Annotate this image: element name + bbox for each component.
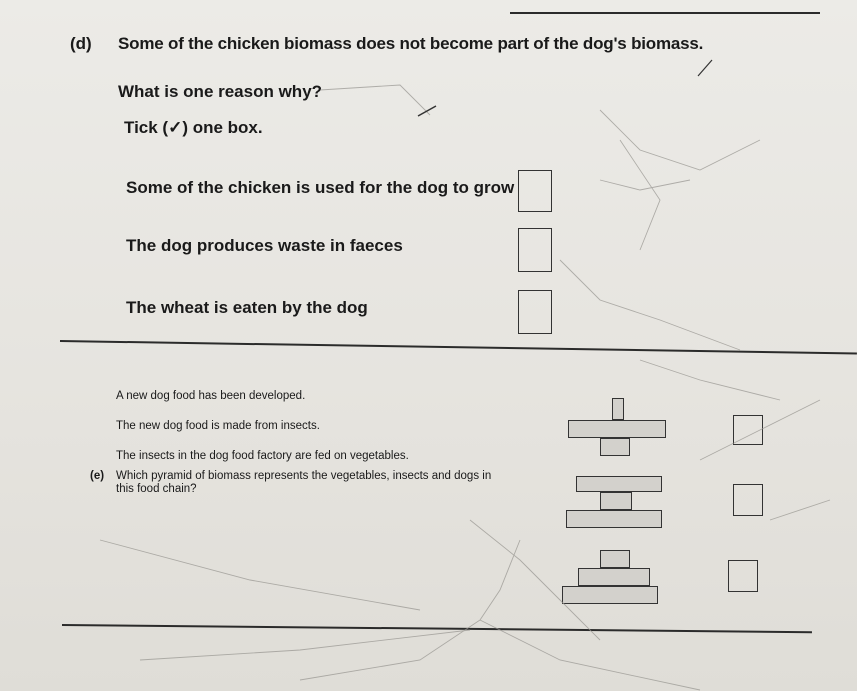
part-d-prompt: What is one reason why?	[118, 82, 323, 101]
part-d-label: (d)	[70, 34, 92, 53]
top-rule	[510, 12, 820, 14]
pyramid-a-checkbox[interactable]	[733, 415, 763, 445]
option-3-checkbox[interactable]	[518, 290, 552, 334]
pyramid-a-middle-bar	[568, 420, 666, 438]
pyramid-c-middle-bar	[578, 568, 650, 586]
intro-line-2: The new dog food is made from insects.	[116, 420, 320, 432]
pyramid-c-checkbox[interactable]	[728, 560, 758, 592]
part-d-question: Some of the chicken biomass does not become part of the dog's biomass.	[118, 34, 704, 53]
pyramid-b-bottom-bar	[566, 510, 662, 528]
option-2-label: The dog produces waste in faeces	[126, 236, 403, 255]
pyramid-b-checkbox[interactable]	[733, 484, 763, 516]
part-e-question-line-1: Which pyramid of biomass represents the vegetables, insects and dogs in	[116, 470, 492, 482]
pyramid-c-bottom-bar	[562, 586, 658, 604]
intro-line-3: The insects in the dog food factory are fed on vegetables.	[116, 450, 409, 462]
part-d-instruction: Tick (✓) one box.	[124, 118, 263, 137]
option-1-checkbox[interactable]	[518, 170, 552, 212]
option-2-checkbox[interactable]	[518, 228, 552, 272]
pyramid-b-middle-bar	[600, 492, 632, 510]
intro-line-1: A new dog food has been developed.	[116, 390, 306, 402]
option-3-label: The wheat is eaten by the dog	[126, 298, 368, 317]
pyramid-a-top-bar	[612, 398, 624, 420]
option-1-label: Some of the chicken is used for the dog to grow	[126, 178, 515, 197]
part-e-question-line-2: this food chain?	[116, 483, 197, 495]
pyramid-a-bottom-bar	[600, 438, 630, 456]
bottom-rule	[62, 624, 812, 633]
pyramid-c-top-bar	[600, 550, 630, 568]
section-divider	[60, 340, 857, 355]
pyramid-b-top-bar	[576, 476, 662, 492]
part-e-label: (e)	[90, 470, 105, 482]
